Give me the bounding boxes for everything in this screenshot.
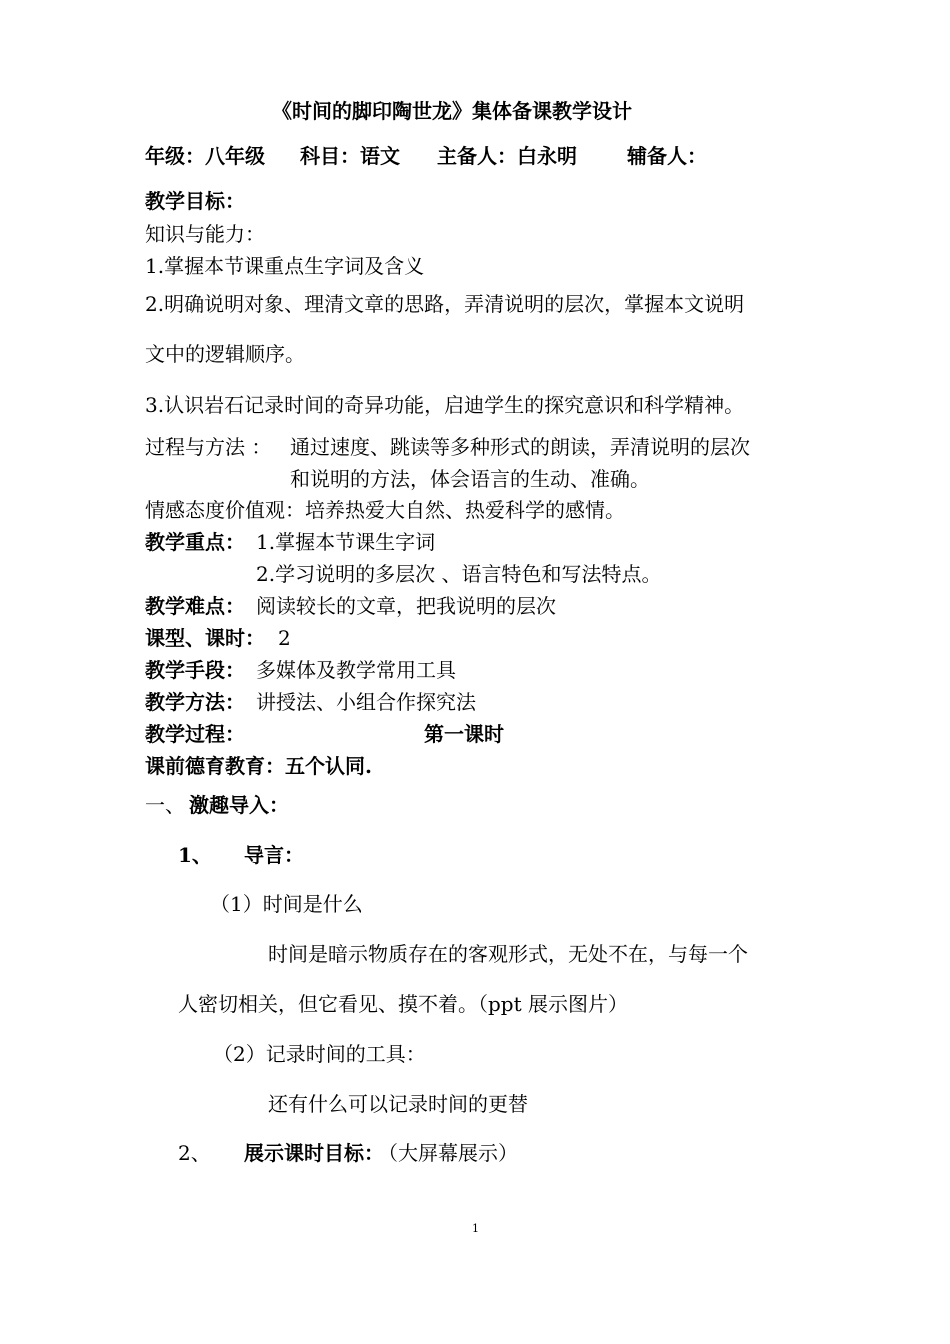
process-method-text-a: 通过速度、跳读等多种形式的朗读，弄清说明的层次 bbox=[290, 435, 750, 459]
lesson-type-text: 2 bbox=[278, 626, 291, 650]
teaching-methods-label: 教学方法： bbox=[145, 690, 245, 714]
moral-education: 课前德育教育：五个认同. bbox=[145, 754, 372, 778]
meta-grade: 年级：八年级 bbox=[145, 144, 265, 168]
question-2: （2）记录时间的工具： bbox=[213, 1042, 426, 1066]
page-number: 1 bbox=[472, 1222, 479, 1235]
goals-heading: 教学目标： bbox=[145, 189, 245, 213]
knowledge-item-2b: 文中的逻辑顺序。 bbox=[145, 342, 305, 366]
question-1: （1）时间是什么 bbox=[210, 892, 363, 916]
section-1-prefix: 一、 bbox=[145, 793, 185, 817]
meta-assist: 辅备人： bbox=[627, 144, 707, 168]
process-method-label: 过程与方法 ： bbox=[145, 435, 272, 459]
knowledge-item-1: 1.掌握本节课重点生字词及含义 bbox=[145, 254, 425, 278]
document-title: 《时间的脚印陶世龙》集体备课教学设计 bbox=[272, 99, 632, 123]
item-1-label: 导言： bbox=[244, 843, 304, 867]
emotion-values: 情感态度价值观：培养热爱大自然、热爱科学的感情。 bbox=[145, 498, 625, 522]
meta-subject: 科目：语文 bbox=[300, 144, 400, 168]
teaching-means-text: 多媒体及教学常用工具 bbox=[256, 658, 456, 682]
process-method-text-b: 和说明的方法，体会语言的生动、准确。 bbox=[290, 467, 650, 491]
meta-lead: 主备人：白永明 bbox=[437, 144, 577, 168]
question-2-text: 还有什么可以记录时间的更替 bbox=[268, 1092, 528, 1116]
section-1-heading: 激趣导入： bbox=[189, 793, 289, 817]
item-2-number: 2、 bbox=[178, 1141, 211, 1165]
key-point-item-2: 2.学习说明的多层次 、语言特色和写法特点。 bbox=[256, 562, 662, 586]
key-point-item-1: 1.掌握本节课生字词 bbox=[256, 530, 436, 554]
knowledge-item-3: 3.认识岩石记录时间的奇异功能，启迪学生的探究意识和科学精神。 bbox=[145, 393, 745, 417]
teaching-process-label: 教学过程： bbox=[145, 722, 245, 746]
item-1-number: 1、 bbox=[178, 843, 212, 867]
difficulty-label: 教学难点： bbox=[145, 594, 245, 618]
item-2-label: 展示课时目标： bbox=[244, 1141, 384, 1165]
difficulty-text: 阅读较长的文章，把我说明的层次 bbox=[256, 594, 556, 618]
lesson-one-heading: 第一课时 bbox=[424, 722, 504, 746]
knowledge-item-2a: 2.明确说明对象、理清文章的思路，弄清说明的层次，掌握本文说明 bbox=[145, 292, 745, 316]
question-1-text-a: 时间是暗示物质存在的客观形式，无处不在，与每一个 bbox=[268, 942, 748, 966]
teaching-means-label: 教学手段： bbox=[145, 658, 245, 682]
lesson-type-label: 课型、课时： bbox=[145, 626, 265, 650]
question-1-text-b: 人密切相关，但它看见、摸不着。（ppt 展示图片） bbox=[178, 992, 628, 1016]
teaching-methods-text: 讲授法、小组合作探究法 bbox=[256, 690, 476, 714]
key-point-label: 教学重点： bbox=[145, 530, 245, 554]
item-2-text: （大屏幕展示） bbox=[378, 1141, 518, 1165]
knowledge-label: 知识与能力： bbox=[145, 222, 265, 246]
